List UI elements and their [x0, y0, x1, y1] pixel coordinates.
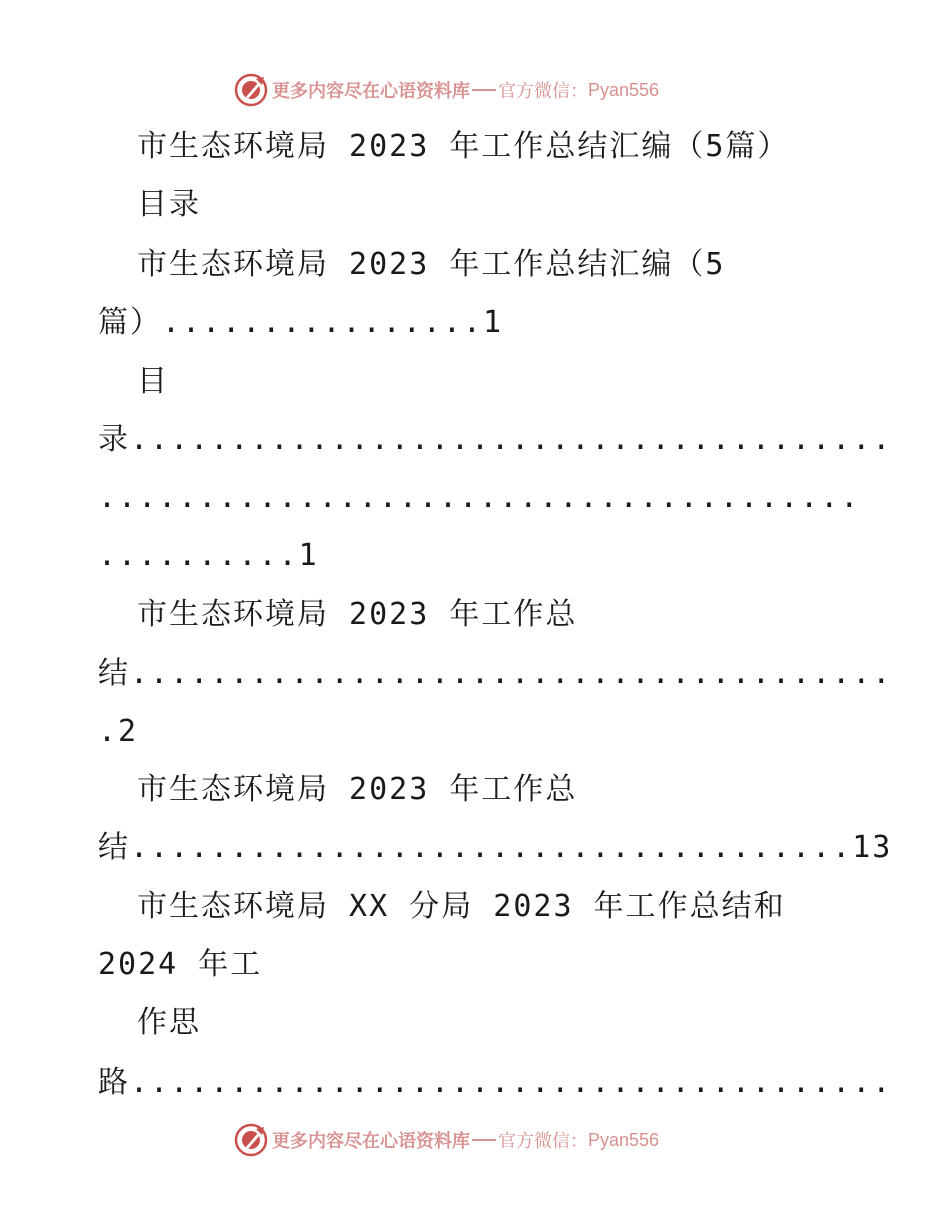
- toc-entry-2-line-2: 录......................................: [98, 422, 893, 457]
- toc-entry-3-line-1: 市生态环境局 2023 年工作总: [137, 597, 578, 632]
- toc-entry-5-line-2: 2024 年工: [98, 947, 263, 982]
- toc-entry-1-line-2: 篇）................1: [98, 305, 504, 340]
- watermark-lead: 更多内容尽在心语资料库: [272, 1131, 470, 1152]
- toc-entry-5-line-3: 作思: [137, 1005, 201, 1040]
- toc-entry-2-line-3: ......................................: [98, 480, 861, 515]
- toc-entry-2-line-1: 目: [137, 364, 169, 399]
- footer-watermark: [234, 1122, 659, 1158]
- toc-entry-2-line-4: ..........1: [98, 538, 319, 573]
- watermark-id: Pyan556: [588, 79, 660, 100]
- watermark-wechat: 官方微信：: [498, 81, 588, 102]
- watermark-dash: [472, 1139, 496, 1141]
- header-watermark: [234, 72, 659, 108]
- toc-entry-3-line-3: .2: [98, 714, 139, 749]
- watermark-lead: 更多内容尽在心语资料库: [272, 81, 470, 102]
- toc-entry-5-line-4: 路......................................: [98, 1065, 893, 1100]
- quill-logo-icon: [234, 1123, 268, 1157]
- toc-entry-1-line-1: 市生态环境局 2023 年工作总结汇编（5: [137, 247, 726, 282]
- toc-entry-4-line-1: 市生态环境局 2023 年工作总: [137, 772, 578, 807]
- toc-heading: 目录: [137, 187, 201, 222]
- watermark-dash: [472, 89, 496, 91]
- toc-entry-5-line-1: 市生态环境局 XX 分局 2023 年工作总结和: [137, 889, 786, 924]
- toc-entry-4-line-2: 结....................................13: [98, 830, 893, 865]
- document-title: 市生态环境局 2023 年工作总结汇编（5篇）: [137, 129, 790, 164]
- watermark-id: Pyan556: [588, 1129, 660, 1150]
- toc-entry-3-line-2: 结......................................: [98, 656, 893, 691]
- quill-logo-icon: [234, 73, 268, 107]
- watermark-wechat: 官方微信：: [498, 1131, 588, 1152]
